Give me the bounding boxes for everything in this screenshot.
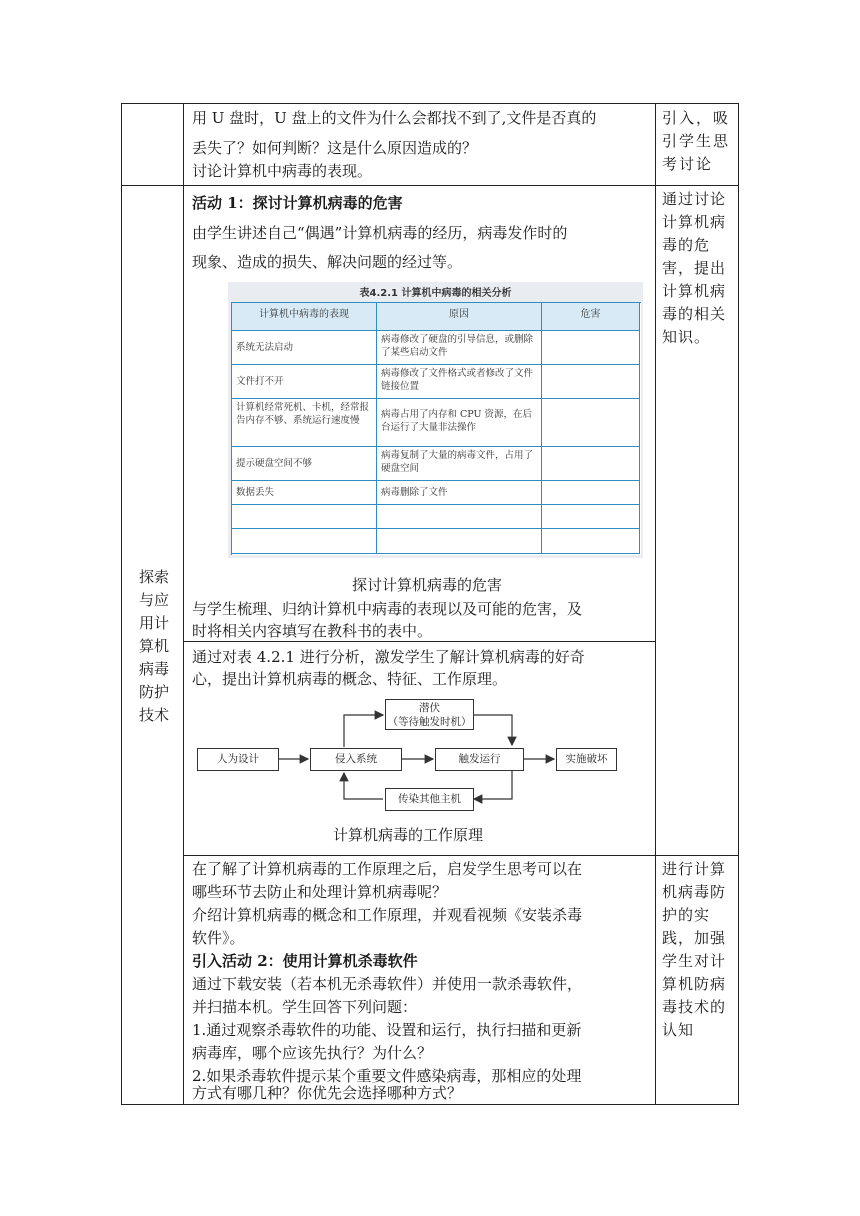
- invade-system-box: 侵入系统: [310, 748, 402, 771]
- table-cell: 计算机经常死机、卡机，经常报告内存不够、系统运行速度慢: [232, 399, 377, 447]
- diagram-caption: 计算机病毒的工作原理: [333, 826, 484, 844]
- table-cell: 病毒删除了文件: [377, 481, 542, 505]
- lurk-box: [385, 699, 474, 730]
- row4-line: 介绍计算机病毒的概念和工作原理，并观看视频《安装杀毒: [192, 906, 583, 924]
- destroy-box: 实施破坏: [556, 748, 617, 771]
- row4-line: 软件》。: [192, 929, 245, 947]
- row3-line: 心，提出计算机病毒的概念、特征、工作原理。: [192, 670, 508, 688]
- row4-line: 哪些环节去防止和处理计算机病毒呢？: [192, 883, 448, 901]
- table-cell: 病毒复制了大量的病毒文件，占用了硬盘空间: [377, 447, 542, 481]
- row1-line: 丢失了？如何判断？这是什么原因造成的？: [192, 139, 478, 157]
- virus-analysis-table-image: [228, 282, 643, 558]
- table-cell: 系统无法启动: [232, 331, 377, 365]
- stage-label: 探索与应用计算机病毒防护技术: [138, 568, 169, 724]
- row2-line: 由学生讲述自己“偶遇”计算机病毒的经历，病毒发作时的: [192, 224, 568, 242]
- row-divider: [121, 185, 738, 186]
- table-header-cell: 危害: [542, 303, 640, 331]
- row2-note: 通过讨论计算机病毒的危害，提出计算机病毒的相关知识。: [662, 190, 727, 346]
- table-cell: [232, 529, 377, 554]
- row4-line2: 2.如果杀毒软件提示某个重要文件感染病毒，那相应的处理: [192, 1067, 582, 1085]
- table-cell: 病毒占用了内存和 CPU 资源，在后台运行了大量非法操作: [377, 399, 542, 447]
- embedded-table-title: 表4.2.1 计算机中病毒的相关分析: [359, 288, 512, 299]
- column-divider: [655, 103, 656, 1105]
- table-caption: 探讨计算机病毒的危害: [352, 576, 503, 594]
- lurk-label: 潜伏: [419, 702, 440, 714]
- table-cell: [232, 505, 377, 529]
- row2-after-line: 时将相关内容填写在教科书的表中。: [192, 622, 433, 640]
- table-cell: 病毒修改了硬盘的引导信息，或删除了某些启动文件: [377, 331, 542, 365]
- row1-line: 讨论计算机中病毒的表现。: [192, 162, 373, 180]
- table-header-cell: 原因: [377, 303, 542, 331]
- table-cell: 文件打不开: [232, 365, 377, 399]
- table-cell: [377, 505, 542, 529]
- spread-box: 传染其他主机: [385, 788, 474, 811]
- row4-note: 进行计算机病毒防护的实践，加强学生对计算机防病毒技术的认知: [662, 860, 727, 1039]
- table-header-cell: 计算机中病毒的表现: [232, 303, 377, 331]
- row1-line: 用 U 盘时，U 盘上的文件为什么会都找不到了,文件是否真的: [192, 109, 597, 127]
- row4-line2: 并扫描本机。学生回答下列问题：: [192, 998, 418, 1016]
- row1-note: 引入，吸引学生思考讨论: [662, 109, 731, 173]
- row2-after-line: 与学生梳理、归纳计算机中病毒的表现以及可能的危害，及: [192, 600, 583, 618]
- row4-line2: 方式有哪几种？你优先会选择哪种方式？: [192, 1084, 463, 1102]
- row4-line: 在了解了计算机病毒的工作原理之后，启发学生思考可以在: [192, 860, 583, 878]
- table-cell: [542, 365, 640, 399]
- design-box: 人为设计: [197, 748, 279, 771]
- table-cell: [542, 447, 640, 481]
- table-cell: [542, 399, 640, 447]
- table-cell: 数据丢失: [232, 481, 377, 505]
- column-divider: [183, 103, 184, 1105]
- table-cell: 病毒修改了文件格式或者修改了文件链接位置: [377, 365, 542, 399]
- row4-line2: 通过下载安装（若本机无杀毒软件）并使用一款杀毒软件，: [192, 975, 583, 993]
- activity-2-title: 引入活动 2：使用计算机杀毒软件: [192, 952, 418, 970]
- table-top-border: [121, 103, 738, 104]
- row2-line: 现象、造成的损失、解决问题的经过等。: [192, 253, 463, 271]
- table-cell: [542, 505, 640, 529]
- table-cell: [542, 481, 640, 505]
- row4-line2: 病毒库，哪个应该先执行？为什么？: [192, 1044, 433, 1062]
- activity-1-title: 活动 1：探讨计算机病毒的危害: [192, 194, 403, 212]
- table-left-border: [121, 103, 122, 1105]
- table-cell: [542, 331, 640, 365]
- row3-line: 通过对表 4.2.1 进行分析，激发学生了解计算机病毒的好奇: [192, 648, 585, 666]
- lurk-sublabel: （等待触发时机）: [387, 716, 472, 728]
- trigger-run-box: 触发运行: [435, 748, 524, 771]
- embedded-table: [231, 302, 641, 555]
- table-cell: 提示硬盘空间不够: [232, 447, 377, 481]
- row4-line2: 1.通过观察杀毒软件的功能、设置和运行，执行扫描和更新: [192, 1021, 582, 1039]
- virus-workflow-diagram: [192, 695, 622, 815]
- table-cell: [377, 529, 542, 554]
- table-cell: [542, 529, 640, 554]
